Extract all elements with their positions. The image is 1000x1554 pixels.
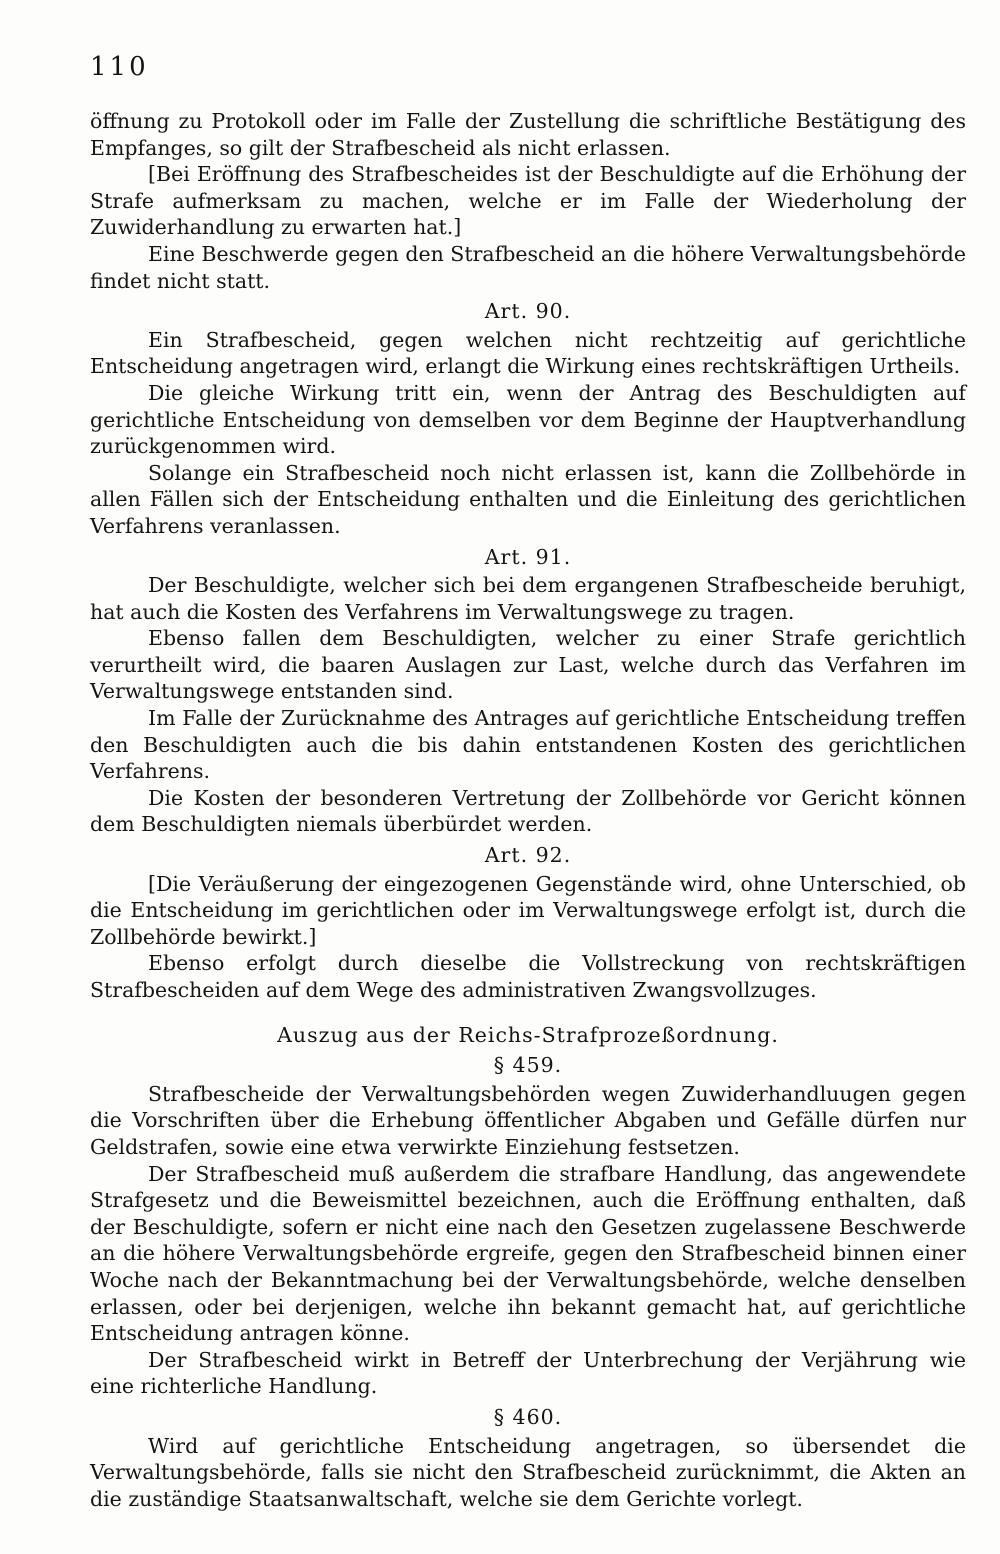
paragraph: Der Strafbescheid muß außerdem die strafbare Handlung, das angewendete Strafgesetz und die Beweismittel bezeichnen, auch die Eröffnung enthalten, daß der Beschuldigte, sofern er nicht eine nach den Gesetzen zugelassene Beschwerde an die höhere Verwaltungsbehörde ergreife, gegen den Strafbescheid binnen einer Woche nach der Bekanntmachung bei der Verwaltungsbehörde, welche denselben erlassen, oder bei derjenigen, welche ihn bekannt gemacht hat, auf gerichtliche Entscheidung antragen könne.	[90, 1161, 966, 1346]
paragraph: Der Strafbescheid wirkt in Betreff der Unterbrechung der Verjährung wie eine richterliche Handlung.	[90, 1347, 966, 1399]
paragraph-heading: § 459.	[493, 1053, 563, 1078]
paragraph: Strafbescheide der Verwaltungsbehörden wegen Zuwiderhandluugen gegen die Vorschriften über die Erhebung öffentlicher Abgaben und Gefälle dürfen nur Geldstrafen, sowie eine etwa verwirkte Einziehung festsetzen.	[90, 1081, 966, 1159]
paragraph-heading: § 460.	[493, 1404, 563, 1429]
paragraph: Wird auf gerichtliche Entscheidung angetragen, so übersendet die Verwaltungsbehörde, falls sie nicht den Strafbescheid zurücknimmt, die Akten an die zuständige Staatsanwaltschaft, welche sie dem Gerichte vorlegt.	[90, 1433, 966, 1511]
paragraph: öffnung zu Protokoll oder im Falle der Zustellung die schriftliche Bestätigung des Empfanges, so gilt der Strafbescheid als nicht erlassen.	[90, 109, 966, 160]
article-heading: Art. 92.	[484, 843, 572, 868]
page-body	[90, 108, 966, 1512]
paragraph: Ebenso erfolgt durch dieselbe die Vollstreckung von rechtskräftigen Strafbescheiden auf dem Wege des administrativen Zwangsvollzuges.	[90, 951, 966, 1002]
paragraph: Die gleiche Wirkung tritt ein, wenn der Antrag des Beschuldigten auf gerichtliche Entscheidung von demselben vor dem Beginne der Hauptverhandlung zurückgenommen wird.	[90, 380, 966, 459]
paragraph: [Die Veräußerung der eingezogenen Gegenstände wird, ohne Unterschied, ob die Entscheidung im gerichtlichen oder im Verwaltungswege erfolgt ist, durch die Zollbehörde bewirkt.]	[90, 871, 966, 949]
page-number: 110	[90, 52, 149, 82]
paragraph: Solange ein Strafbescheid noch nicht erlassen ist, kann die Zollbehörde in allen Fällen sich der Entscheidung enthalten und die Einleitung des gerichtlichen Verfahrens veranlassen.	[90, 460, 966, 538]
paragraph: Im Falle der Zurücknahme des Antrages auf gerichtliche Entscheidung treffen den Beschuldigten auch die bis dahin entstandenen Kosten des gerichtlichen Verfahrens.	[90, 706, 966, 784]
paragraph: Die Kosten der besonderen Vertretung der Zollbehörde vor Gericht können dem Beschuldigten niemals überbürdet werden.	[90, 785, 966, 837]
paragraph: [Bei Eröffnung des Strafbescheides ist der Beschuldigte auf die Erhöhung der Strafe aufmerksam zu machen, welche er im Falle der Wiederholung der Zuwiderhandlung zu erwarten hat.]	[90, 162, 966, 240]
paragraph: Ein Strafbescheid, gegen welchen nicht rechtzeitig auf gerichtliche Entscheidung angetragen wird, erlangt die Wirkung eines rechtskräftigen Urtheils.	[90, 327, 966, 379]
article-heading: Art. 90.	[484, 299, 572, 324]
article-heading: Art. 91.	[484, 544, 572, 569]
paragraph: Der Beschuldigte, welcher sich bei dem ergangenen Strafbescheide beruhigt, hat auch die Kosten des Verfahrens im Verwaltungswege zu tragen.	[90, 573, 966, 624]
paragraph: Ebenso fallen dem Beschuldigten, welcher zu einer Strafe gerichtlich verurtheilt wird, die baaren Auslagen zur Last, welche durch das Verfahren im Verwaltungswege entstanden sind.	[90, 626, 966, 704]
paragraph: Eine Beschwerde gegen den Strafbescheid an die höhere Verwaltungsbehörde findet nicht statt.	[90, 241, 966, 293]
section-title: Auszug aus der Reichs-Strafprozeßordnung.	[277, 1022, 779, 1047]
